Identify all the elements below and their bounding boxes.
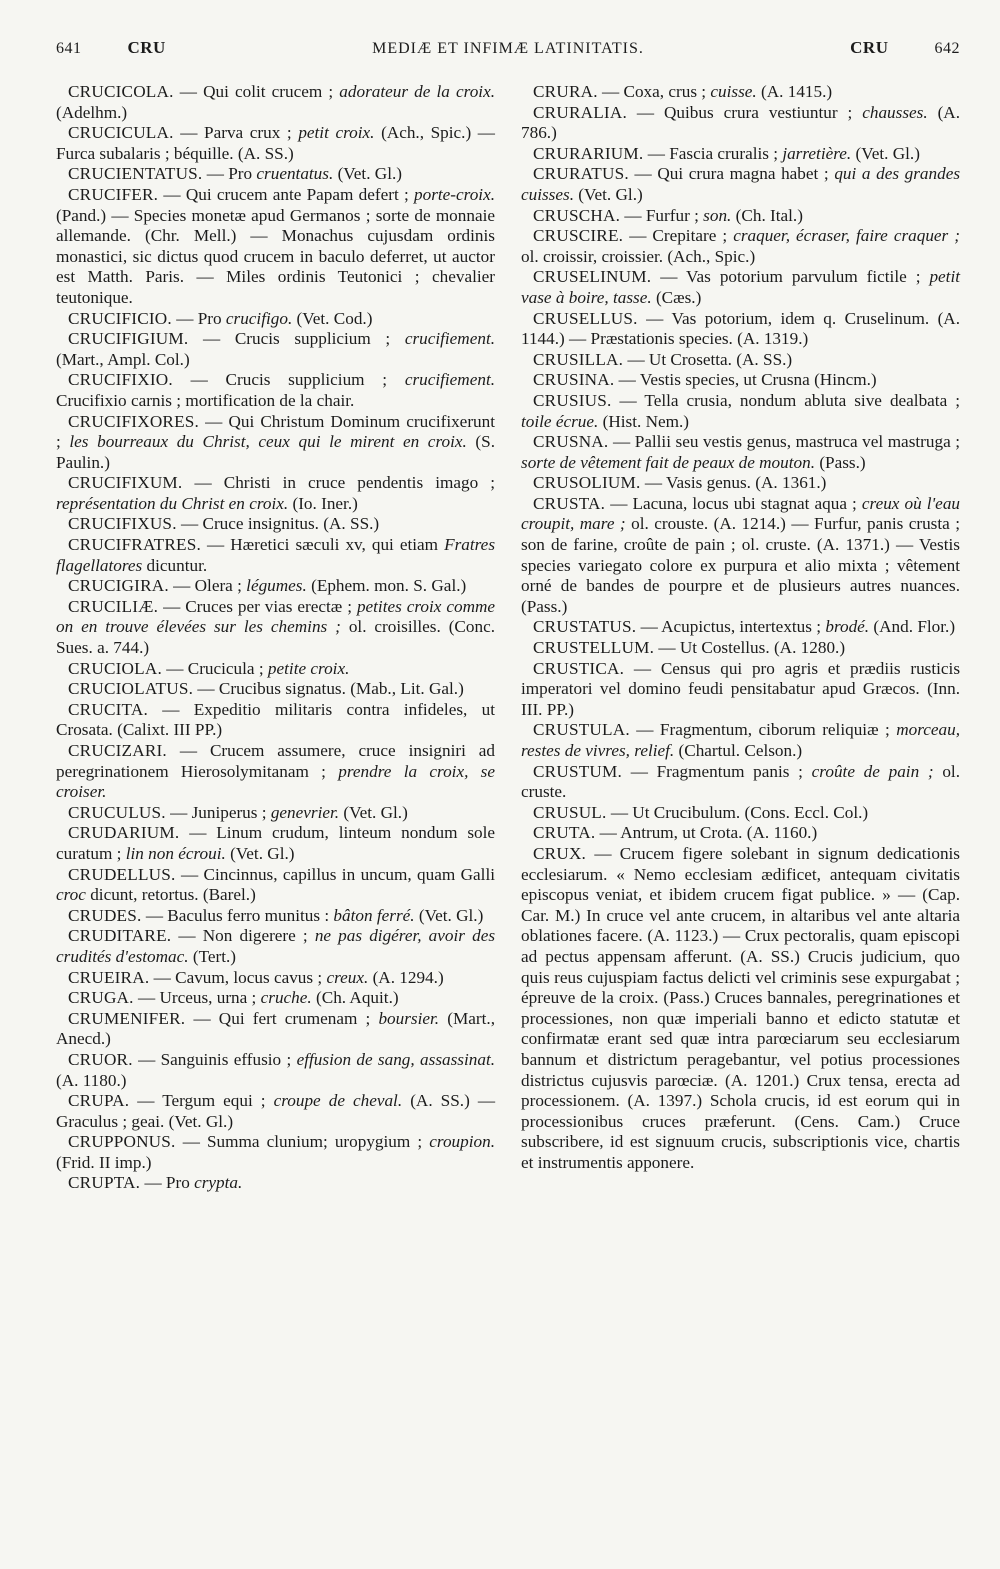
entry-source-reference: (Ch. Ital.)	[735, 205, 803, 225]
entry-headword: CRUCIOLA.	[68, 658, 162, 678]
entry-headword: CRUCIGIRA.	[68, 576, 169, 596]
dictionary-entry	[521, 164, 960, 205]
entry-definition: — Antrum, ut Crota.	[599, 823, 743, 843]
entry-source-reference: (Pand.) — Species monetæ apud Germanos ; sorte de monnaie allemande. (Chr. Mell.) — Monachus cujusdam ordinis monastici, sic dictus quod crucem in baculo deferret, ut auctor est Matth. Paris. — Miles ordinis Teutonici ; chevalier teutonique.	[56, 205, 495, 307]
dictionary-entry	[56, 1009, 495, 1050]
entry-headword: CRUCIFIXIO.	[68, 370, 173, 390]
entry-french-gloss: petit vase à boire, tasse.	[521, 267, 961, 307]
entry-definition: — Juniperus ;	[170, 802, 267, 822]
entry-headword: CRUCIFICIO.	[68, 308, 172, 328]
entry-source-reference: (Ch. Aquit.)	[316, 988, 399, 1008]
entry-source-reference: (A. 1294.)	[372, 967, 444, 987]
entry-source-reference: (Vet. Gl.)	[230, 843, 295, 863]
dictionary-entry	[56, 968, 495, 989]
entry-definition: — Crucibus signatus.	[197, 679, 346, 699]
entry-definition: — Quibus crura vestiuntur ;	[636, 102, 853, 122]
dictionary-entry	[56, 906, 495, 927]
entry-french-gloss: genevrier.	[270, 802, 340, 822]
entry-french-gloss: toile écrue.	[521, 411, 599, 431]
entry-definition: — Qui colit crucem ;	[179, 82, 334, 101]
entry-source-reference: (Cons. Eccl. Col.)	[744, 802, 869, 822]
entry-definition: — Fascia cruralis ;	[647, 143, 779, 163]
entry-source-reference: (A. 786.)	[521, 102, 961, 143]
entry-definition: — Qui crucem ante Papam defert ;	[163, 184, 409, 204]
entry-source-reference: (A. 1144.) — Præstationis species. (A. 1319.)	[521, 308, 961, 349]
dictionary-entry	[521, 309, 960, 350]
entry-source-reference: (A. 1280.)	[773, 638, 846, 658]
entry-headword: CRUPPONUS.	[68, 1132, 176, 1152]
dictionary-entry	[521, 803, 960, 824]
entry-french-gloss: brodé.	[825, 617, 870, 637]
entry-source-reference: (A. 1361.)	[755, 473, 827, 493]
entry-french-gloss: qui a des grandes cuisses.	[521, 164, 961, 204]
entry-definition: — Coxa, crus ;	[602, 82, 707, 101]
entry-headword: CRUTA.	[533, 823, 596, 843]
entry-definition: — Qui fert crumenam ;	[193, 1008, 371, 1028]
dictionary-entry	[56, 576, 495, 597]
dictionary-entry	[56, 1091, 495, 1132]
entry-source-reference: (A. 1160.)	[746, 823, 818, 843]
entry-definition: — Fragmentum, ciborum reliquiæ ;	[636, 720, 890, 740]
entry-definition: — Pro	[176, 308, 222, 328]
entry-source-reference: (A. SS.)	[736, 349, 793, 369]
entry-headword: CRUCITA.	[68, 699, 148, 719]
entry-headword: CRUSOLIUM.	[533, 473, 641, 493]
entry-source-reference: (Cæs.)	[655, 287, 702, 307]
entry-source-reference: (Chartul. Celson.)	[678, 741, 803, 760]
entry-definition: — Crucis supplicium ;	[203, 329, 391, 349]
entry-french-gloss: cruentatus.	[256, 164, 334, 184]
entry-definition: — Census qui pro agris et prædiis rusticis imperatori vel domino feudi pensitabatur apud Græcos.	[521, 658, 961, 699]
dictionary-entry	[521, 144, 960, 165]
entry-source-reference: (Hist. Nem.)	[602, 411, 690, 431]
dictionary-entry	[521, 617, 960, 638]
entry-french-gloss: croûte de pain ;	[811, 761, 934, 781]
entry-headword: CRUSIUS.	[533, 390, 612, 410]
entry-definition: — Non digerere ;	[178, 926, 308, 946]
entry-french-gloss: lin non écroui.	[125, 843, 226, 863]
entry-headword: CRUSINA.	[533, 370, 615, 390]
entry-source-reference: ol. crouste. (A. 1214.) — Furfur, panis crusta ; son de farine, croûte de pain ; ol. cruste. (A. 1371.) — Vestis species variegato colore ex purpura et alio mixta ; vêtement orné de bandes de pourpre et de plusieurs autres nuances. (Pass.)	[521, 514, 961, 616]
entry-headword: CRUSCHA.	[533, 205, 621, 225]
entry-french-gloss: bâton ferré.	[333, 905, 415, 925]
entry-source-reference: (Inn. III. PP.)	[521, 679, 961, 719]
entry-definition: — Summa clunium; uropygium ;	[182, 1132, 423, 1152]
entry-source-reference: (Vet. Gl.)	[578, 184, 643, 204]
dictionary-entry	[521, 82, 960, 103]
entry-source-reference: ol. croissir, croissier. (Ach., Spic.)	[521, 246, 756, 266]
entry-definition: — Ut Crucibulum.	[610, 802, 741, 822]
entry-headword: CRUEIRA.	[68, 967, 150, 987]
entry-french-gloss: petite croix.	[267, 658, 350, 678]
entry-definition: — Cruces per vias erectæ ;	[163, 596, 352, 616]
entry-source-reference: (Adelhm.)	[56, 102, 128, 122]
entry-headword: CRUCIOLATUS.	[68, 679, 194, 699]
entry-headword: CRURA.	[533, 82, 598, 101]
entry-headword: CRUCIFER.	[68, 184, 159, 204]
dictionary-entry	[521, 844, 960, 1174]
entry-headword: CRUCIСULA.	[68, 123, 174, 143]
dictionary-entry	[521, 720, 960, 761]
entry-french-gloss: creux.	[326, 967, 369, 987]
entry-headword: CRUCIFIGIUM.	[68, 329, 189, 349]
entry-headword: CRURATUS.	[533, 164, 629, 184]
entry-french-gloss: croupion.	[429, 1132, 496, 1152]
entry-source-reference: (Tert.)	[192, 946, 237, 966]
dictionary-entry	[56, 823, 495, 864]
dictionary-entry	[521, 823, 960, 844]
entry-source-reference: (A. 1415.)	[761, 82, 833, 101]
dictionary-entry	[521, 206, 960, 227]
entry-source-reference: ol. cruste.	[521, 761, 960, 802]
dictionary-entry	[521, 391, 960, 432]
entry-source-reference: (Calixt. III PP.)	[117, 720, 223, 740]
entry-french-gloss: Fratres flagellatores	[56, 535, 496, 575]
entry-definition: — Urceus, urna ;	[137, 988, 257, 1008]
entry-french-gloss: ne pas digérer, avoir des crudités d'estomac.	[56, 926, 496, 966]
entry-headword: CRUDARIUM.	[68, 823, 180, 843]
entry-source-reference: (Mab., Lit. Gal.)	[350, 679, 464, 699]
dictionary-entry	[521, 226, 960, 267]
entry-french-gloss: légumes.	[246, 576, 307, 596]
entry-source-reference: (Ach., Spic.) — Furca subalaris ; béquille. (A. SS.)	[56, 123, 495, 163]
entry-source-reference: (Vet. Gl.)	[418, 905, 484, 925]
entry-source-reference: (Vet. Gl.)	[337, 164, 402, 184]
dictionary-entry	[56, 865, 495, 906]
entry-french-gloss: son.	[703, 205, 732, 225]
dictionary-entry	[56, 309, 495, 330]
dictionary-entry	[56, 473, 495, 514]
entry-source-reference: (A. SS.) — Graculus ; geai. (Vet. Gl.)	[56, 1091, 496, 1131]
column-left	[56, 82, 495, 1194]
dictionary-entry	[56, 659, 495, 680]
entry-french-gloss: crucifiement.	[404, 329, 496, 349]
entry-french-gloss: prendre la croix, se croiser.	[56, 761, 495, 802]
entry-french-gloss: creux où l'eau croupit, mare ;	[521, 493, 961, 534]
entry-headword: CRUMENIFER.	[68, 1008, 186, 1028]
dictionary-entry	[56, 370, 495, 411]
dictionary-entry	[56, 535, 495, 576]
entry-french-gloss: petites croix comme on en trouve élevées sur les chemins ;	[56, 596, 496, 637]
entry-definition: — Ut Costellus.	[658, 638, 770, 658]
entry-source-reference: (Hincm.)	[814, 370, 877, 390]
entry-source-reference: (Vet. Gl.)	[343, 802, 408, 822]
entry-french-gloss: cuisse.	[710, 82, 757, 101]
entry-definition: — Cruce insignitus.	[181, 514, 319, 534]
entry-headword: CRUCIFIXUM.	[68, 473, 183, 493]
entry-french-gloss: porte-croix.	[414, 184, 496, 204]
entry-definition: — Qui Christum Dominum crucifixerunt ;	[56, 411, 496, 452]
entry-definition: — Acupictus, intertextus ;	[640, 617, 822, 637]
entry-definition: — Linum crudum, linteum nondum sole curatum ;	[56, 823, 496, 863]
entry-headword: CRURALIA.	[533, 102, 627, 122]
entry-headword: CRUCIENTATUS.	[68, 164, 203, 184]
entry-definition: — Vestis species, ut Crusna	[618, 370, 810, 390]
entry-headword: CRUSTA.	[533, 493, 606, 513]
entry-headword: CRUSTICA.	[533, 658, 625, 678]
dictionary-entry	[56, 597, 495, 659]
entry-definition: — Crucicula ;	[166, 658, 264, 678]
entry-headword: CRUDES.	[68, 905, 142, 925]
dictionary-entry	[521, 350, 960, 371]
entry-french-gloss: chausses.	[862, 102, 928, 122]
entry-headword: CRUSTULA.	[533, 720, 630, 740]
page-number-right: 642	[934, 40, 960, 57]
entry-definition: — Baculus ferro munitus :	[145, 905, 330, 925]
entry-headword: CRUSNA.	[533, 432, 609, 452]
entry-french-gloss: jarretière.	[782, 143, 852, 163]
entry-definition: — Pro	[206, 164, 253, 184]
entry-headword: CRUSTATUS.	[533, 617, 637, 637]
dictionary-entry	[56, 1173, 495, 1194]
dictionary-entry	[56, 679, 495, 700]
entry-definition: — Crucem figere solebant in signum dedicationis ecclesiarum. « Nemo ecclesiam ædificet, antequam civitatis episcopus veniat, et ibidem crucem figat publice. » — (Cap. Car. M.) In cruce vel ante crucem, in altaribus vel ante altaria oblationes facere. (A. 1123.) — Crux pectoralis, quam episcopi ad pectus appensam afferunt. (A. SS.) Crucis judicium, quo quis reus cujuspiam factus delicti vel criminis sese expurgabat ; épreuve de la croix. (Pass.) Cruces bannales, peregrinationes et processiones, non quæ imperiali banno et edicto statutæ et confirmatæ erant sed quæ intra parœciarum seu ecclesiarum bannum et districtum peragebantur, vel potius processiones districtus cujusvis parœciæ. (A. 1201.) Crux tensa, erecta ad processionem. (A. 1397.) Schola crucis, id est eorum qui in processionibus cruces præferunt. (Cens. Cam.) Cruce subscribere, id est signuum crucis, subscriptionis vice, chartis et instrumentis apponere.	[521, 843, 960, 1172]
entry-definition: — Cincinnus, capillus in uncum, quam Galli	[180, 864, 495, 884]
entry-french-gloss: adorateur de la croix.	[339, 82, 496, 101]
entry-source-reference: (Vet. Cod.)	[296, 308, 373, 328]
entry-definition: — Furfur ;	[624, 205, 699, 225]
entry-headword: CRUCILIÆ.	[68, 596, 159, 616]
entry-headword: CRUSILLA.	[533, 349, 624, 369]
dictionary-entry	[56, 988, 495, 1009]
entry-definition: — Tergum equi ;	[137, 1091, 266, 1111]
dictionary-entry	[56, 1050, 495, 1091]
entry-french-gloss: crucifigo.	[225, 308, 293, 328]
entry-definition: — Crucis supplicium ;	[190, 370, 388, 390]
dictionary-entry	[521, 103, 960, 144]
entry-french-gloss: petit croix.	[298, 123, 375, 143]
entry-headword: CRUSTUM.	[533, 761, 622, 781]
entry-source-reference: (A. SS.)	[323, 514, 380, 534]
entry-definition: — Fragmentum panis ;	[630, 761, 803, 781]
running-header	[56, 38, 960, 82]
dictionary-entry	[521, 370, 960, 391]
entry-source-reference: ol. croisilles. (Conc. Sues. a. 744.)	[56, 617, 495, 658]
dictionary-entry	[56, 329, 495, 370]
entry-headword: CRUSELLUS.	[533, 308, 638, 328]
dictionary-entry	[521, 659, 960, 721]
dictionary-entry	[56, 741, 495, 803]
entry-definition: — Christi in cruce pendentis imago ;	[194, 473, 495, 493]
entry-headword: CRUPTA.	[68, 1173, 141, 1193]
entry-headword: CRUCIFIXUS.	[68, 514, 177, 534]
entry-source-reference: (And. Flor.)	[873, 617, 956, 637]
entry-headword: CRUSTELLUM.	[533, 638, 655, 658]
entry-french-gloss: sorte de vêtement fait de peaux de mouton.	[521, 452, 816, 472]
entry-definition: — Vasis genus.	[644, 473, 751, 493]
entry-source-reference: (Io. Iner.)	[292, 493, 358, 513]
catchword-right: CRU	[850, 38, 889, 57]
entry-definition: — Vas potorium parvulum fictile ;	[660, 267, 921, 287]
dictionary-entry	[56, 700, 495, 741]
dictionary-entry	[521, 473, 960, 494]
entry-french-gloss: morceau, restes de vivres, relief.	[521, 720, 961, 760]
entry-headword: CRUCIZARI.	[68, 741, 167, 760]
entry-headword: CRUSELINUM.	[533, 267, 652, 287]
entry-definition: — Crepitare ;	[629, 226, 728, 246]
entry-french-gloss: croupe de cheval.	[273, 1091, 403, 1111]
dictionary-entry	[56, 926, 495, 967]
entry-headword: CRUCIFIXORES.	[68, 411, 200, 431]
entry-source-reference: (Mart., Ampl. Col.)	[56, 349, 190, 369]
catchword-left: CRU	[127, 38, 166, 57]
entry-source-reference: dicunt, retortus. (Barel.)	[90, 885, 256, 905]
text-columns	[56, 82, 960, 1194]
entry-source-reference: (Frid. II imp.)	[56, 1152, 152, 1172]
entry-headword: CRUOR.	[68, 1049, 133, 1069]
entry-source-reference: dicuntur.	[146, 555, 208, 575]
page-number-left: 641	[56, 40, 82, 57]
entry-definition: — Qui crura magna habet ;	[634, 164, 829, 184]
entry-definition: — Crucem assumere, cruce insigniri ad peregrinationem Hierosolymitanam ;	[56, 741, 496, 781]
running-title: MEDIÆ ET INFIMÆ LATINITATIS.	[372, 40, 644, 57]
entry-definition: — Expeditio militaris contra infideles, ut Crosata.	[56, 699, 495, 740]
entry-french-gloss: boursier.	[378, 1008, 440, 1028]
dictionary-entry	[521, 638, 960, 659]
column-right	[521, 82, 960, 1194]
entry-source-reference: (Ephem. mon. S. Gal.)	[311, 576, 467, 596]
dictionary-entry	[56, 82, 495, 123]
entry-headword: CRUX.	[533, 843, 587, 863]
entry-headword: CRUDITARE.	[68, 926, 172, 946]
entry-definition: — Vas potorium, idem q. Cruselinum.	[646, 308, 930, 328]
entry-source-reference: (Mart., Anecd.)	[56, 1008, 495, 1049]
dictionary-entry	[56, 412, 495, 474]
entry-definition: — Olera ;	[173, 576, 242, 596]
entry-definition: — Cavum, locus cavus ;	[153, 967, 323, 987]
entry-definition: — Tella crusia, nondum abluta sive dealbata ;	[619, 390, 960, 410]
dictionary-entry	[56, 123, 495, 164]
entry-definition: — Pallii seu vestis genus, mastruca vel mastruga ;	[612, 432, 961, 452]
entry-headword: CRUDELLUS.	[68, 864, 176, 884]
entry-definition: — Lacuna, locus ubi stagnat aqua ;	[610, 493, 857, 513]
entry-headword: CRURARIUM.	[533, 143, 644, 163]
dictionary-entry	[56, 803, 495, 824]
entry-french-gloss: représentation du Christ en croix.	[56, 493, 289, 513]
entry-definition: — Ut Crosetta.	[627, 349, 732, 369]
entry-definition: — Pro	[144, 1173, 190, 1193]
entry-headword: CRUSCIRE.	[533, 226, 624, 246]
dictionary-entry	[56, 164, 495, 185]
dictionary-entry	[521, 432, 960, 473]
entry-definition: — Sanguinis effusio ;	[138, 1049, 292, 1069]
dictionary-entry	[521, 494, 960, 618]
entry-source-reference: (Pass.)	[819, 452, 866, 472]
dictionary-entry	[56, 514, 495, 535]
entry-source-reference: (S. Paulin.)	[56, 432, 496, 472]
entry-headword: CRUSUL.	[533, 802, 607, 822]
entry-french-gloss: effusion de sang, assassinat.	[296, 1049, 496, 1069]
entry-definition: — Parva crux ;	[180, 123, 292, 143]
dictionary-entry	[56, 1132, 495, 1173]
entry-headword: CRUCIFRATRES.	[68, 535, 201, 555]
entry-source-reference: (A. 1180.)	[56, 1070, 127, 1090]
entry-french-gloss: craquer, écraser, faire craquer ;	[733, 226, 961, 246]
entry-definition: — Hæretici sæculi xv, qui etiam	[207, 535, 439, 555]
entry-headword: CRUCICOLA.	[68, 82, 174, 101]
entry-french-gloss: crucifiement.	[404, 370, 496, 390]
entry-source-reference: Crucifixio carnis ; mortification de la chair.	[56, 390, 355, 410]
entry-french-gloss: croc	[56, 885, 86, 905]
entry-french-gloss: cruche.	[260, 988, 312, 1008]
dictionary-entry	[521, 762, 960, 803]
dictionary-entry	[521, 267, 960, 308]
dictionary-entry	[56, 185, 495, 309]
entry-headword: CRUGA.	[68, 988, 134, 1008]
entry-french-gloss: crypta.	[194, 1173, 243, 1193]
entry-french-gloss: les bourreaux du Christ, ceux qui le mirent en croix.	[69, 432, 467, 452]
entry-source-reference: (Vet. Gl.)	[855, 143, 920, 163]
entry-headword: CRUCULUS.	[68, 802, 166, 822]
entry-headword: CRUPA.	[68, 1091, 130, 1111]
